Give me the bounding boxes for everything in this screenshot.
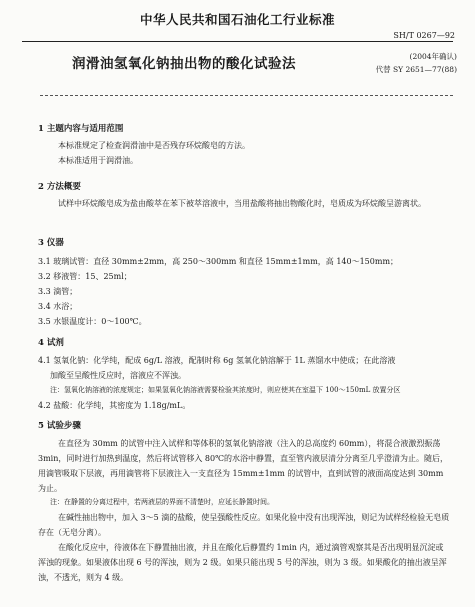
standard-header: 中华人民共和国石油化工行业标准	[139, 12, 335, 27]
instrument-item: 3.4 水浴；	[38, 302, 78, 311]
revision-replaces: 代替 SY 2651—77(88)	[375, 65, 457, 74]
instrument-item: 3.2 移液管：15、25ml；	[38, 272, 132, 281]
reagent-4-1: 4.1 氢氧化钠：化学纯，配成 6g/L 溶液，配制时称 6g 氢氧化钠溶解于 1L 蒸馏水中使成；在此溶液	[38, 356, 396, 365]
section-3-heading: 3 仪器	[38, 238, 64, 248]
section-1-para-1: 本标准规定了检查润滑油中是否残存环烷酸皂的方法。	[58, 141, 250, 150]
document-title: 润滑油氢氧化钠抽出物的酸化试验法	[72, 56, 296, 72]
procedure-para-1: 在直径为 30mm 的试管中注入试样和等体积的氢氧化钠溶液（注入的总高度约 60mm），将混合液激烈振荡 3min，同时进行加热到温度，然后将试管移入 80℃的水浴中静置，直至管内液层清分分离至几乎澄清为止。随后，用滴管吸取下层液，再用滴管将下层液注入一支直径为 15mm±1mm 的试管中，直到试管的液面高度达到 30mm 为止。	[38, 439, 449, 493]
procedure-para-3: 在酸化反应中，待液体在下静置抽出液，并且在酸化后静置约 1min 内，通过滴管观察其是否出现明显沉淀或浑浊的现象。如果液体出现 6 号的浑浊，则为 2 级。如果只能出现 5 号的浑浊，则为 3 级。如果酸化的抽出液呈浑浊，不透光，则为 4 级。	[38, 543, 447, 582]
instrument-item: 3.1 玻璃试管：直径 30mm±2mm，高 250～300mm 和直径 15mm±1mm，高 140～150mm；	[38, 257, 399, 266]
procedure-para-2: 在碱性抽出物中，加入 3～5 滴的盐酸，使呈强酸性反应。如果化验中没有出现浑浊，则记为试样经检验无皂质存在（无皂分离）。	[38, 513, 450, 537]
section-2-heading: 2 方法概要	[38, 182, 81, 192]
section-1-para-2: 本标准适用于润滑油。	[58, 156, 138, 165]
section-5-heading: 5 试验步骤	[38, 421, 81, 431]
header-rule	[22, 41, 453, 42]
title-dash-rule	[40, 95, 453, 96]
revision-confirmed: (2004年确认)	[409, 52, 457, 61]
procedure-note: 注：在静置的分离过程中，若两液层的界面不清楚时，应延长静置时间。	[50, 498, 274, 506]
reagent-4-2: 4.2 盐酸：化学纯，其密度为 1.18g/mL。	[38, 401, 191, 410]
standard-number: SH/T 0267—92	[393, 31, 455, 40]
instrument-item: 3.5 水银温度计：0～100℃。	[38, 317, 147, 326]
section-1-heading: 1 主题内容与适用范围	[38, 124, 124, 134]
instrument-item: 3.3 滴管；	[38, 287, 78, 296]
reagent-note: 注：氢氧化钠溶液的浓度规定；如果氢氧化钠溶液需要检验其浓度时，则应使其在室温下 100～150mL 放置分区	[50, 386, 401, 394]
section-4-heading: 4 试剂	[38, 338, 64, 348]
reagent-4-1-cont: 加酸至呈酸性反应时，溶液应不浑浊。	[50, 371, 186, 380]
revision-info	[376, 50, 457, 76]
section-2-para: 试样中环烷酸皂成为盐由酸萃在苯下被萃溶液中，当用盐酸将抽出物酸化时，皂质成为环烷酸呈游离状。	[58, 199, 426, 208]
